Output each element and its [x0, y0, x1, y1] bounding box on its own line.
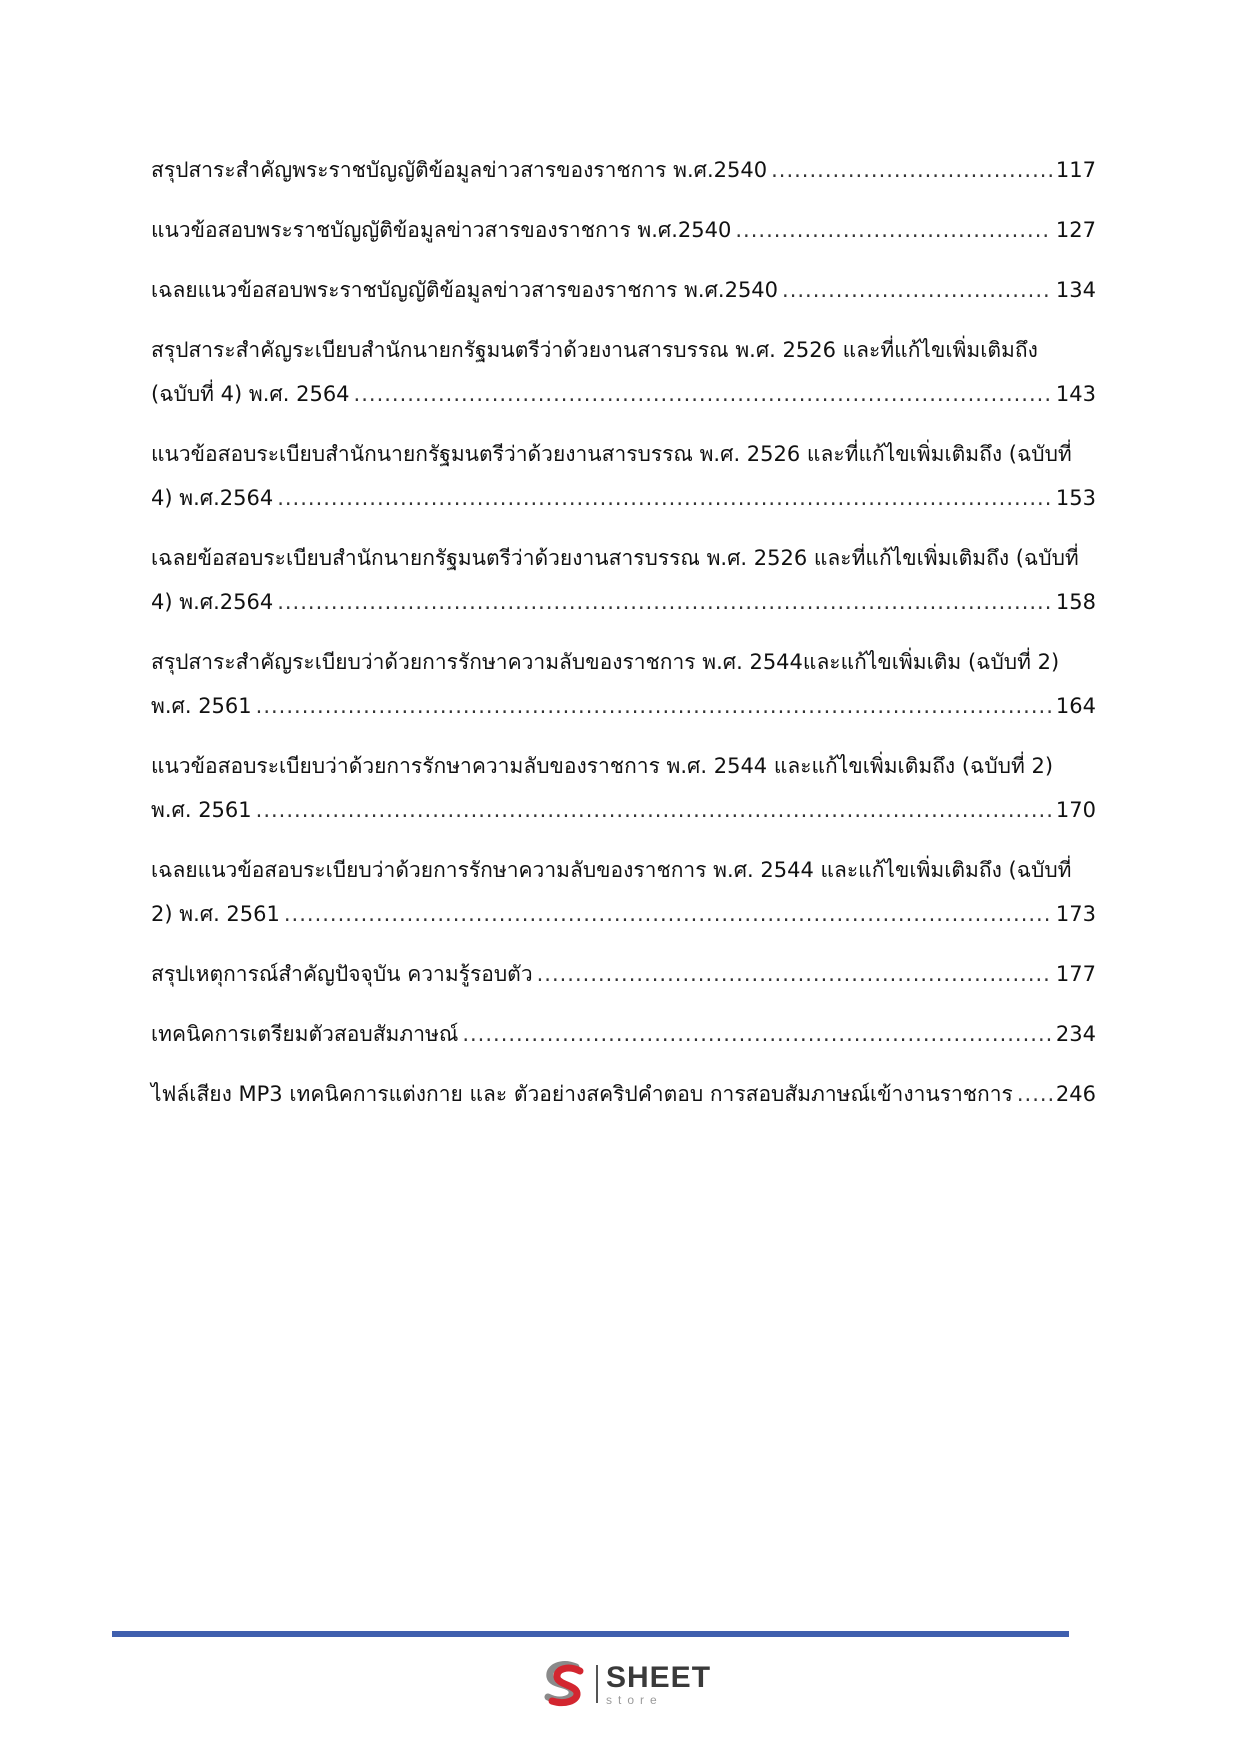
toc-page-number: 177 — [1055, 962, 1096, 986]
toc-entry[interactable] — [151, 536, 1096, 624]
toc-entry-title-continued: 4) พ.ศ.2564 — [151, 590, 274, 614]
toc-entry[interactable] — [151, 1012, 1096, 1056]
dot-leader — [256, 788, 1052, 832]
toc-entry-title: สรุปสาระสำคัญพระราชบัญญัติข้อมูลข่าวสารของราชการ พ.ศ.2540 — [151, 158, 768, 182]
toc-entry-line — [151, 788, 1096, 832]
toc-entry[interactable] — [151, 744, 1096, 832]
logo-sub-text: store — [606, 1692, 663, 1707]
toc-page-number: 127 — [1055, 218, 1096, 242]
toc-entry-line — [151, 684, 1096, 728]
toc-entry[interactable] — [151, 952, 1096, 996]
toc-page-number: 153 — [1055, 486, 1096, 510]
toc-entry[interactable] — [151, 148, 1096, 192]
dot-leader — [256, 684, 1052, 728]
logo-wordmark — [606, 1660, 712, 1707]
toc-page-number: 134 — [1055, 278, 1096, 302]
toc-page-number: 158 — [1055, 590, 1096, 614]
toc-page-number: 246 — [1055, 1082, 1096, 1106]
toc-entry-title-continued: พ.ศ. 2561 — [151, 798, 252, 822]
logo-divider — [596, 1665, 598, 1703]
dot-leader — [782, 268, 1052, 312]
toc-entry[interactable] — [151, 268, 1096, 312]
dot-leader — [771, 148, 1052, 192]
toc-entry-title-line: เฉลยแนวข้อสอบระเบียบว่าด้วยการรักษาความลับของราชการ พ.ศ. 2544 และแก้ไขเพิ่มเติมถึง (ฉบับที่ — [151, 858, 1072, 882]
toc-entry-line — [151, 148, 1096, 192]
toc-entry-title: แนวข้อสอบพระราชบัญญัติข้อมูลข่าวสารของราชการ พ.ศ.2540 — [151, 218, 732, 242]
toc-entry[interactable] — [151, 432, 1096, 520]
toc-entry[interactable] — [151, 848, 1096, 936]
toc-entry[interactable] — [151, 328, 1096, 416]
toc-page-number: 117 — [1055, 158, 1096, 182]
toc-entry-title: เฉลยแนวข้อสอบพระราชบัญญัติข้อมูลข่าวสารของราชการ พ.ศ.2540 — [151, 278, 779, 302]
dot-leader — [354, 372, 1052, 416]
dot-leader — [462, 1012, 1052, 1056]
toc-entry-line — [151, 476, 1096, 520]
toc-entry-title: ไฟล์เสียง MP3 เทคนิคการแต่งกาย และ ตัวอย่างสคริปคำตอบ การสอบสัมภาษณ์เข้างานราชการ — [151, 1082, 1013, 1106]
toc-entry[interactable] — [151, 208, 1096, 252]
toc-entry-line — [151, 1012, 1096, 1056]
toc-entry-title-continued: 4) พ.ศ.2564 — [151, 486, 274, 510]
dot-leader — [277, 580, 1052, 624]
toc-entry-title-line: แนวข้อสอบระเบียบสำนักนายกรัฐมนตรีว่าด้วยงานสารบรรณ พ.ศ. 2526 และที่แก้ไขเพิ่มเติมถึง (ฉบับที่ — [151, 442, 1072, 466]
dot-leader — [1017, 1072, 1052, 1116]
toc-entry-title-line: สรุปสาระสำคัญระเบียบว่าด้วยการรักษาความลับของราชการ พ.ศ. 2544และแก้ไขเพิ่มเติม (ฉบับที่ 2) — [151, 650, 1060, 674]
toc-entry-title-line: แนวข้อสอบระเบียบว่าด้วยการรักษาความลับของราชการ พ.ศ. 2544 และแก้ไขเพิ่มเติมถึง (ฉบับที่ 2) — [151, 754, 1054, 778]
footer-rule — [112, 1631, 1069, 1637]
toc-entry[interactable] — [151, 640, 1096, 728]
toc-page-number: 173 — [1055, 902, 1096, 926]
dot-leader — [277, 476, 1052, 520]
dot-leader — [735, 208, 1052, 252]
toc-entry-title: เทคนิคการเตรียมตัวสอบสัมภาษณ์ — [151, 1022, 459, 1046]
toc-entry-line — [151, 372, 1096, 416]
dot-leader — [284, 892, 1052, 936]
dot-leader — [537, 952, 1052, 996]
toc-entry-line — [151, 208, 1096, 252]
sheet-store-logo — [540, 1658, 711, 1710]
toc-entry-line — [151, 268, 1096, 312]
toc-entry-title-line: เฉลยข้อสอบระเบียบสำนักนายกรัฐมนตรีว่าด้วยงานสารบรรณ พ.ศ. 2526 และที่แก้ไขเพิ่มเติมถึง (ฉบับที่ — [151, 546, 1079, 570]
toc-entry-title-continued: 2) พ.ศ. 2561 — [151, 902, 280, 926]
toc-entry-title-line: สรุปสาระสำคัญระเบียบสำนักนายกรัฐมนตรีว่าด้วยงานสารบรรณ พ.ศ. 2526 และที่แก้ไขเพิ่มเติมถึง — [151, 338, 1038, 362]
toc-entry[interactable] — [151, 1072, 1096, 1116]
toc-entry-line — [151, 1072, 1096, 1116]
table-of-contents — [151, 148, 1096, 1132]
toc-entry-title: สรุปเหตุการณ์สำคัญปัจจุบัน ความรู้รอบตัว — [151, 962, 533, 986]
toc-entry-line — [151, 892, 1096, 936]
toc-entry-line — [151, 580, 1096, 624]
logo-main-text: SHEET — [606, 1660, 712, 1694]
toc-page-number: 234 — [1055, 1022, 1096, 1046]
toc-page-number: 164 — [1055, 694, 1096, 718]
toc-page-number: 170 — [1055, 798, 1096, 822]
toc-page-number: 143 — [1055, 382, 1096, 406]
s-swoosh-logo-icon — [540, 1659, 590, 1709]
toc-entry-title-continued: (ฉบับที่ 4) พ.ศ. 2564 — [151, 382, 350, 406]
toc-entry-title-continued: พ.ศ. 2561 — [151, 694, 252, 718]
toc-entry-line — [151, 952, 1096, 996]
